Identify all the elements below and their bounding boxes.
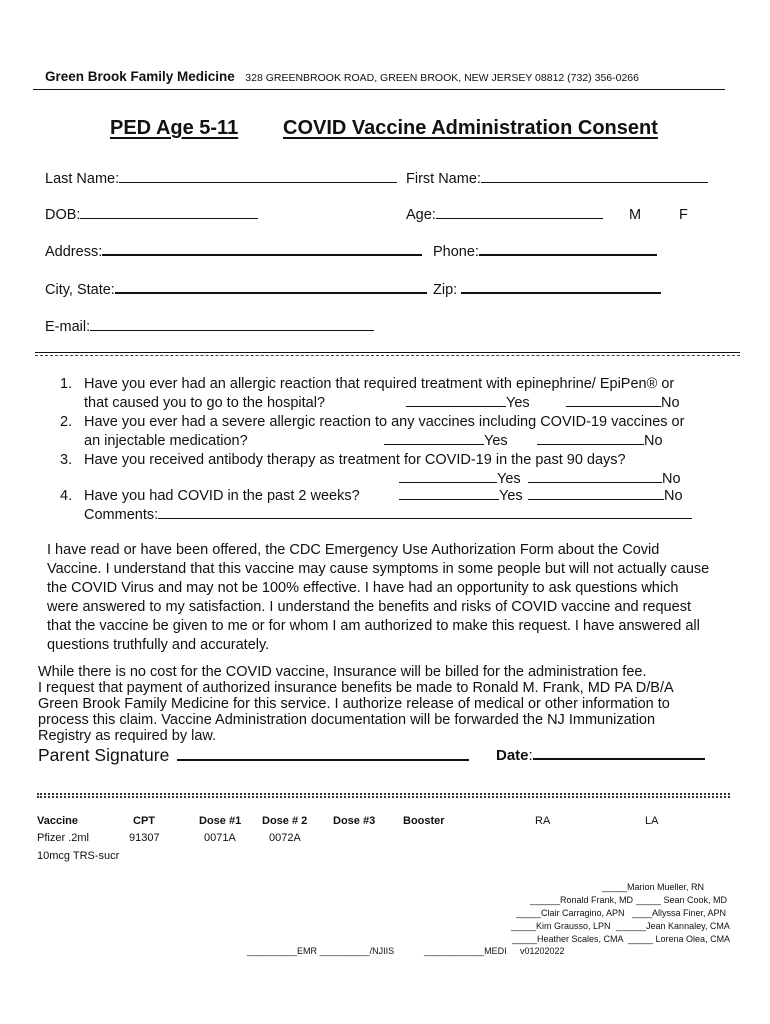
col-header-ra: RA [535, 815, 551, 827]
staff-kim: _____Kim Grausso, LPN [511, 921, 611, 931]
comments-field[interactable] [84, 507, 692, 523]
dob-label: DOB: [45, 207, 81, 223]
question-3-text: Have you received antibody therapy as treatment for COVID-19 in the past 90 days? [84, 452, 626, 468]
age-label: Age: [406, 207, 436, 223]
question-2-yes[interactable] [384, 433, 508, 449]
staff-heather: _____Heather Scales, CMA [512, 934, 624, 944]
question-2-number: 2. [60, 414, 73, 430]
col-header-vaccine: Vaccine [37, 815, 78, 827]
question-4-text: Have you had COVID in the past 2 weeks? [84, 488, 360, 504]
table-cell-dose-2: 0072A [269, 832, 301, 844]
staff-lorena: _____ Lorena Olea, CMA [628, 934, 731, 944]
first-name-field[interactable] [406, 171, 708, 187]
yes-label: Yes [484, 433, 508, 449]
consent-statement: I have read or have been offered, the CDC Emergency Use Authorization Form about the Covid Vaccine. I understand that this vaccine may cause symptoms in some people but will not actually cause the COVID Virus and may not be 100% effective. I have had an opportunity to ask questions which were answered to my satisfaction. I understand the benefits and risks of COVID vaccine and request that the vaccine be given to me or for whom I am authorized to make this request. I have answered all questions truthfully and accurately. [47, 542, 710, 653]
age-field[interactable] [406, 207, 603, 223]
form-age-title: PED Age 5-11 [110, 117, 239, 139]
email-label: E-mail: [45, 319, 91, 335]
zip-label: Zip: [433, 282, 458, 298]
question-1-yes[interactable] [406, 395, 530, 411]
staff-ronald: ______Ronald Frank, MD [530, 895, 634, 905]
question-1-number: 1. [60, 376, 73, 392]
date-label: Date [496, 747, 529, 764]
emr-njiis-field[interactable]: __________EMR __________/NJIIS [247, 946, 395, 956]
col-header-dose-1: Dose #1 [199, 815, 242, 827]
insurance-line-3: Green Brook Family Medicine for this service. I authorize release of medical or other information to [38, 696, 670, 712]
form-title: COVID Vaccine Administration Consent [283, 117, 658, 139]
insurance-line-4: process this claim. Vaccine Administration documentation will be forwarded the NJ Immunization [38, 712, 656, 728]
parent-signature-field[interactable] [38, 745, 469, 766]
insurance-line-5: Registry as required by law. [38, 728, 217, 744]
sex-f-option[interactable]: F [679, 207, 688, 223]
question-1-text: Have you ever had an allergic reaction that required treatment with epinephrine/ EpiPen® or [84, 376, 675, 392]
sex-m-option[interactable]: M [629, 207, 642, 223]
col-header-dose-2: Dose # 2 [262, 815, 308, 827]
city-state-field[interactable] [45, 282, 427, 298]
no-label: No [644, 433, 663, 449]
no-label: No [662, 471, 681, 487]
practice-address: 328 GREENBROOK ROAD, GREEN BROOK, NEW JERSEY 08812 (732) 356-0266 [245, 72, 639, 84]
col-header-booster: Booster [403, 815, 445, 827]
col-header-cpt: CPT [133, 815, 155, 827]
staff-clair: _____Clair Carragino, APN [516, 908, 625, 918]
table-cell-cpt: 91307 [129, 832, 160, 844]
question-2-text: Have you ever had a severe allergic reaction to any vaccines including COVID-19 vaccines or [84, 414, 685, 430]
email-field[interactable] [45, 319, 374, 335]
medi-field[interactable]: ____________MEDI [424, 946, 507, 956]
staff-marion: _____Marion Mueller, RN [602, 882, 705, 892]
letterhead [45, 68, 639, 86]
phone-label: Phone: [433, 244, 479, 260]
staff-sean: _____ Sean Cook, MD [636, 895, 728, 905]
zip-field[interactable] [433, 282, 661, 298]
last-name-label: Last Name: [45, 171, 120, 187]
question-3-yes[interactable] [399, 471, 521, 487]
header-rule [33, 89, 725, 90]
comments-label: Comments: [84, 507, 159, 523]
parent-signature-label: Parent Signature [38, 745, 170, 765]
staff-allyssa: ____Allyssa Finer, APN [632, 908, 727, 918]
phone-field[interactable] [433, 244, 657, 260]
table-cell-dose-1: 0071A [204, 832, 236, 844]
insurance-line-1: While there is no cost for the COVID vaccine, Insurance will be billed for the administration fee. [38, 664, 647, 680]
question-3-no[interactable] [528, 471, 681, 487]
question-1-no[interactable] [566, 395, 680, 411]
table-cell-vaccine-strength: 10mcg TRS-sucr [37, 850, 120, 862]
signature-date-field[interactable]: Date: [496, 747, 705, 764]
form-version: v01202022 [520, 946, 565, 956]
col-header-dose-3: Dose #3 [333, 815, 376, 827]
question-4-yes[interactable] [399, 488, 523, 504]
question-3-number: 3. [60, 452, 73, 468]
address-field[interactable] [45, 244, 422, 260]
table-cell-vaccine: Pfizer .2ml [37, 832, 89, 844]
no-label: No [661, 395, 680, 411]
question-4-number: 4. [60, 488, 73, 504]
col-header-la: LA [645, 815, 659, 827]
staff-jean: ______Jean Kannaley, CMA [616, 921, 730, 931]
office-use-divider [37, 793, 730, 798]
city-state-label: City, State: [45, 282, 115, 298]
section-divider [35, 352, 740, 353]
question-4-no[interactable] [528, 488, 683, 504]
dob-field[interactable] [45, 207, 258, 223]
first-name-label: First Name: [406, 171, 481, 187]
yes-label: Yes [499, 488, 523, 504]
address-label: Address: [45, 244, 103, 260]
no-label: No [664, 488, 683, 504]
practice-name: Green Brook Family Medicine [45, 69, 235, 84]
section-divider-dashed [35, 355, 740, 356]
question-2-text-cont: an injectable medication? [84, 433, 248, 449]
question-1-text-cont: that caused you to go to the hospital? [84, 395, 326, 411]
yes-label: Yes [506, 395, 530, 411]
last-name-field[interactable] [45, 171, 397, 187]
question-2-no[interactable] [537, 433, 663, 449]
yes-label: Yes [497, 471, 521, 487]
insurance-line-2: I request that payment of authorized insurance benefits be made to Ronald M. Frank, MD PA D/B/A [38, 680, 674, 696]
